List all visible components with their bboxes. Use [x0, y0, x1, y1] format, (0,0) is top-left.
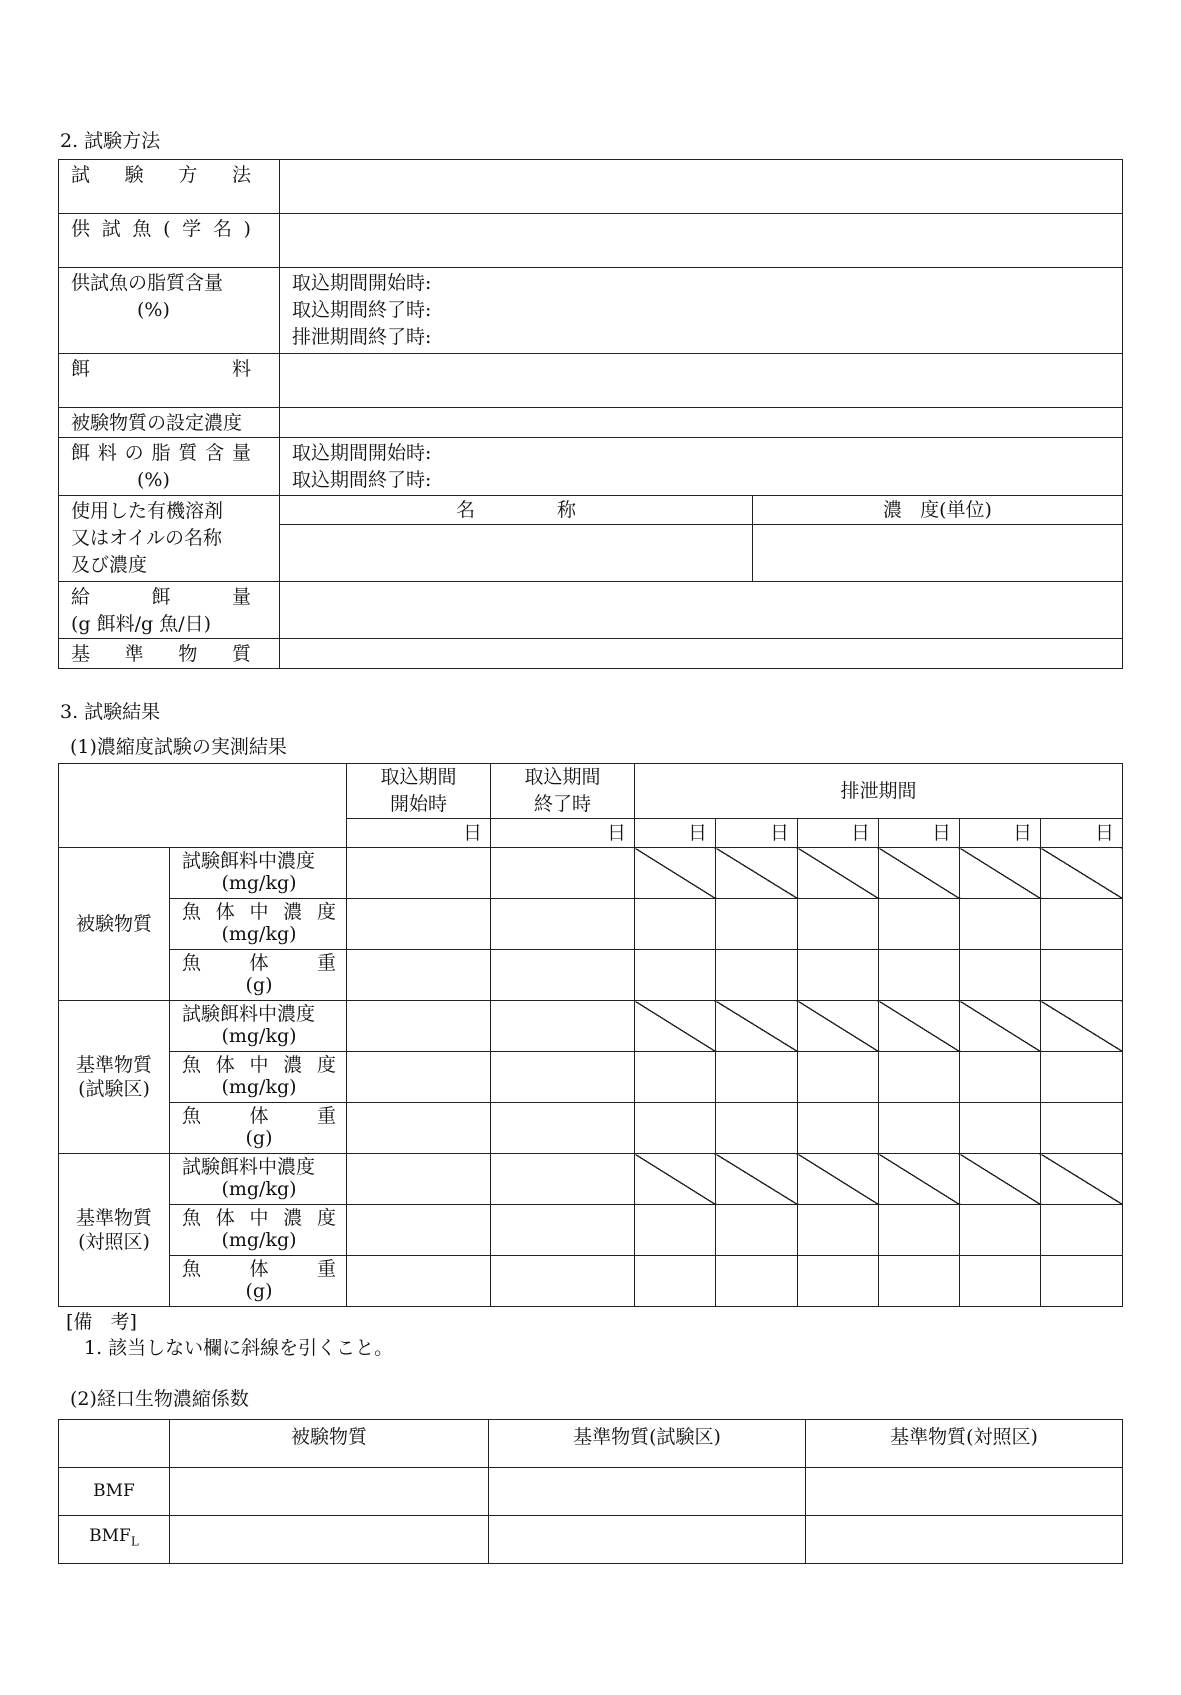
feed-amount-label: 給 餌 量: [71, 586, 251, 608]
value-cell[interactable]: [1041, 950, 1123, 1001]
value-cell[interactable]: [1041, 1205, 1123, 1256]
value-cell-struck[interactable]: [960, 1154, 1041, 1205]
uptake-end-header: 取込期間 終了時: [491, 764, 635, 819]
table-row: [59, 899, 1123, 950]
bmfl-cell[interactable]: [170, 1516, 489, 1564]
table-row: [59, 764, 1123, 819]
day-cell[interactable]: 日: [798, 819, 879, 848]
value-cell[interactable]: [960, 950, 1041, 1001]
bmf-header-reference-test: 基準物質(試験区): [489, 1420, 806, 1468]
table-row: [59, 1001, 1123, 1052]
fish-lipid-start: 取込期間開始時:: [292, 272, 432, 294]
item-name: 試験餌料中濃度: [182, 850, 316, 872]
value-cell[interactable]: [798, 1205, 879, 1256]
item-label: [170, 1256, 347, 1307]
bmf-cell[interactable]: [489, 1468, 806, 1516]
bmf-corner-cell: [59, 1420, 170, 1468]
solvent-conc-header: 濃 度(単位): [883, 498, 992, 521]
solvent-name-header: 名 称: [456, 498, 576, 521]
value-cell[interactable]: [491, 1256, 635, 1307]
item-label: [170, 1205, 347, 1256]
group-label: [59, 848, 170, 1001]
value-cell-struck[interactable]: [798, 1154, 879, 1205]
value-cell[interactable]: [798, 899, 879, 950]
value-cell-struck[interactable]: [635, 1154, 716, 1205]
remarks-heading: [備 考]: [66, 1311, 137, 1333]
value-cell[interactable]: [960, 1103, 1041, 1154]
item-name: 魚 体 中 濃 度: [182, 1207, 336, 1229]
table-row: [59, 950, 1123, 1001]
reference-label: 基 準 物 質: [71, 643, 251, 665]
value-cell[interactable]: [716, 1103, 798, 1154]
value-cell-struck[interactable]: [1041, 848, 1123, 899]
value-cell[interactable]: [960, 1205, 1041, 1256]
value-cell[interactable]: [879, 1103, 960, 1154]
sub1-heading: (1)濃縮度試験の実測結果: [70, 736, 287, 758]
item-label: [170, 899, 347, 950]
feed-lipid-values[interactable]: [280, 438, 1123, 496]
day-cell[interactable]: 日: [960, 819, 1041, 848]
feed-lipid-start: 取込期間開始時:: [292, 442, 432, 464]
value-cell[interactable]: [347, 1103, 491, 1154]
value-cell[interactable]: [347, 899, 491, 950]
bmfl-cell[interactable]: [489, 1516, 806, 1564]
item-unit: (mg/kg): [221, 1025, 297, 1047]
value-cell[interactable]: [347, 1205, 491, 1256]
bmf-cell[interactable]: [806, 1468, 1123, 1516]
table-row: [59, 160, 1123, 214]
table-row: [59, 354, 1123, 408]
value-cell[interactable]: [347, 950, 491, 1001]
fish-lipid-values[interactable]: [280, 268, 1123, 354]
value-cell[interactable]: [960, 1256, 1041, 1307]
value-cell[interactable]: [960, 899, 1041, 950]
table-row: [59, 639, 1123, 669]
value-cell[interactable]: [879, 1205, 960, 1256]
value-cell[interactable]: [347, 1256, 491, 1307]
corner-cell: [59, 764, 347, 848]
item-name: 魚 体 中 濃 度: [182, 1054, 336, 1076]
group-label: [59, 1001, 170, 1154]
feed-amount-cell[interactable]: [280, 582, 1123, 639]
remarks-item: 1. 該当しない欄に斜線を引くこと。: [84, 1337, 394, 1359]
bmf-header-test-substance: 被験物質: [170, 1420, 489, 1468]
table-row: [59, 408, 1123, 438]
item-unit: (mg/kg): [221, 1229, 297, 1251]
item-unit: (g): [245, 1127, 273, 1149]
value-cell-struck[interactable]: [798, 848, 879, 899]
table-row: [59, 1256, 1123, 1307]
value-cell[interactable]: [960, 1052, 1041, 1103]
table-row: [59, 848, 1123, 899]
table-row: [59, 1052, 1123, 1103]
feed-lipid-end: 取込期間終了時:: [292, 469, 432, 491]
value-cell[interactable]: [635, 1205, 716, 1256]
value-cell-struck[interactable]: [716, 1154, 798, 1205]
value-cell-struck[interactable]: [879, 1154, 960, 1205]
value-cell[interactable]: [347, 1052, 491, 1103]
item-unit: (g): [245, 1280, 273, 1302]
value-cell-struck[interactable]: [960, 1001, 1041, 1052]
item-name: 魚 体 重: [182, 1105, 336, 1127]
table-row: [59, 1420, 1123, 1468]
section-2-heading: 2. 試験方法: [60, 130, 161, 152]
value-cell[interactable]: [491, 1154, 635, 1205]
feed-lipid-unit: (%): [137, 469, 170, 491]
item-name: 魚 体 中 濃 度: [182, 901, 336, 923]
bmf-table: [58, 1419, 1123, 1564]
value-cell[interactable]: [716, 1052, 798, 1103]
value-cell-struck[interactable]: [635, 1001, 716, 1052]
solvent-conc-cell[interactable]: [753, 525, 1123, 582]
feed-label: 餌 料: [71, 358, 251, 380]
bmf-header-reference-control: 基準物質(対照区): [806, 1420, 1123, 1468]
day-cell[interactable]: 日: [491, 819, 635, 848]
uptake-start-header: 取込期間 開始時: [347, 764, 491, 819]
feed-lipid-label: 餌 料 の 脂 質 含 量: [71, 442, 251, 464]
results-body: [59, 848, 1123, 1307]
item-unit: (mg/kg): [221, 923, 297, 945]
fish-lipid-depuration-end: 排泄期間終了時:: [292, 326, 432, 348]
solvent-label-line-2: 又はオイルの名称: [71, 527, 223, 549]
fish-label: 供 試 魚 ( 学 名 ): [71, 218, 251, 240]
value-cell[interactable]: [1041, 1052, 1123, 1103]
value-cell[interactable]: [635, 1256, 716, 1307]
value-cell[interactable]: [635, 950, 716, 1001]
value-cell[interactable]: [635, 1052, 716, 1103]
depuration-header: 排泄期間: [635, 764, 1123, 819]
feed-amount-unit: (g 餌料/g 魚/日): [71, 613, 212, 635]
test-method-table: [58, 159, 1123, 669]
fish-lipid-end: 取込期間終了時:: [292, 299, 432, 321]
value-cell-struck[interactable]: [1041, 1001, 1123, 1052]
table-row: [59, 496, 1123, 525]
bmfl-row-label: $BMF_L$: [59, 1516, 170, 1564]
group-label-line: 基準物質: [75, 1054, 152, 1076]
item-label: [170, 950, 347, 1001]
value-cell[interactable]: [491, 899, 635, 950]
fish-value-cell[interactable]: [280, 214, 1123, 268]
value-cell[interactable]: [635, 899, 716, 950]
value-cell[interactable]: [798, 1052, 879, 1103]
conc-label: 被験物質の設定濃度: [59, 408, 280, 438]
item-label: [170, 1052, 347, 1103]
value-cell[interactable]: [491, 1103, 635, 1154]
value-cell[interactable]: [491, 848, 635, 899]
value-cell[interactable]: [798, 1103, 879, 1154]
table-row: [59, 582, 1123, 639]
item-name: 試験餌料中濃度: [182, 1156, 316, 1178]
solvent-label-line-1: 使用した有機溶剤: [71, 500, 224, 522]
value-cell[interactable]: [491, 950, 635, 1001]
value-cell-struck[interactable]: [798, 1001, 879, 1052]
day-cell[interactable]: 日: [879, 819, 960, 848]
section-3-heading: 3. 試験結果: [60, 701, 161, 723]
group-label-line: 基準物質: [75, 1207, 152, 1229]
results-table: [58, 763, 1123, 1307]
value-cell[interactable]: [491, 1052, 635, 1103]
bmf-row-label: BMF: [59, 1468, 170, 1516]
value-cell-struck[interactable]: [879, 1001, 960, 1052]
sub2-heading: (2)経口生物濃縮係数: [70, 1388, 249, 1410]
table-row: [59, 214, 1123, 268]
value-cell[interactable]: [879, 1256, 960, 1307]
value-cell-struck[interactable]: [1041, 1154, 1123, 1205]
value-cell[interactable]: [347, 848, 491, 899]
value-cell[interactable]: [635, 1103, 716, 1154]
day-cell[interactable]: 日: [1041, 819, 1123, 848]
value-cell[interactable]: [879, 899, 960, 950]
value-cell[interactable]: [716, 1256, 798, 1307]
value-cell[interactable]: [1041, 1103, 1123, 1154]
value-cell[interactable]: [491, 1205, 635, 1256]
value-cell[interactable]: [879, 1052, 960, 1103]
value-cell-struck[interactable]: [960, 848, 1041, 899]
group-label-line: 被験物質: [75, 913, 152, 935]
solvent-label-line-3: 及び濃度: [71, 554, 148, 576]
value-cell[interactable]: [716, 899, 798, 950]
value-cell[interactable]: [798, 1256, 879, 1307]
item-unit: (mg/kg): [221, 1178, 297, 1200]
bmf-cell[interactable]: [170, 1468, 489, 1516]
fish-lipid-unit: (%): [137, 299, 170, 321]
group-label-line: (試験区): [78, 1078, 150, 1100]
item-name: 魚 体 重: [182, 952, 336, 974]
method-label: 試 験 方 法: [71, 164, 251, 186]
item-name: 魚 体 重: [182, 1258, 336, 1280]
table-row: [59, 1468, 1123, 1516]
feed-value-cell[interactable]: [280, 354, 1123, 408]
value-cell[interactable]: [716, 950, 798, 1001]
item-label: [170, 848, 347, 899]
item-unit: (mg/kg): [221, 1076, 297, 1098]
value-cell[interactable]: [347, 1001, 491, 1052]
item-label: [170, 1001, 347, 1052]
value-cell-struck[interactable]: [879, 848, 960, 899]
day-cell[interactable]: 日: [635, 819, 716, 848]
table-row: [59, 268, 1123, 354]
table-row: [59, 1205, 1123, 1256]
value-cell[interactable]: [879, 950, 960, 1001]
method-value-cell[interactable]: [280, 160, 1123, 214]
value-cell[interactable]: [798, 950, 879, 1001]
item-label: [170, 1154, 347, 1205]
table-row: [59, 1103, 1123, 1154]
item-label: [170, 1103, 347, 1154]
day-cell[interactable]: 日: [347, 819, 491, 848]
value-cell-struck[interactable]: [635, 848, 716, 899]
conc-value-cell[interactable]: [280, 408, 1123, 438]
value-cell[interactable]: [491, 1001, 635, 1052]
group-label-line: (対照区): [78, 1231, 150, 1253]
day-cell[interactable]: 日: [716, 819, 798, 848]
table-row: [59, 438, 1123, 496]
table-row: [59, 1516, 1123, 1564]
item-unit: (mg/kg): [221, 872, 297, 894]
table-row: [59, 1154, 1123, 1205]
reference-cell[interactable]: [280, 639, 1123, 669]
solvent-name-cell[interactable]: [280, 525, 753, 582]
value-cell[interactable]: [1041, 1256, 1123, 1307]
item-name: 試験餌料中濃度: [182, 1003, 316, 1025]
group-label: [59, 1154, 170, 1307]
value-cell[interactable]: [1041, 899, 1123, 950]
value-cell-struck[interactable]: [716, 848, 798, 899]
item-unit: (g): [245, 974, 273, 996]
bmfl-cell[interactable]: [806, 1516, 1123, 1564]
value-cell-struck[interactable]: [716, 1001, 798, 1052]
fish-lipid-label: 供試魚の脂質含量: [71, 272, 224, 294]
value-cell[interactable]: [347, 1154, 491, 1205]
value-cell[interactable]: [716, 1205, 798, 1256]
